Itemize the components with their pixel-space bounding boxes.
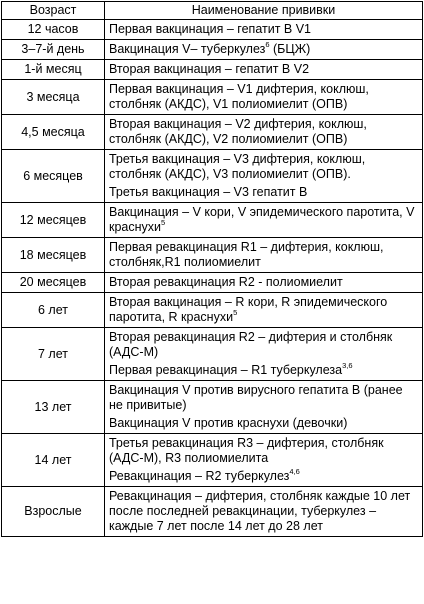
vaccination-text: Третья вакцинация – V3 дифтерия, коклюш, столбняк (АКДС), V3 полиомиелит (ОПВ). bbox=[109, 152, 366, 181]
vaccination-line bbox=[109, 416, 419, 431]
age-cell: 3 месяца bbox=[2, 80, 105, 115]
age-cell: 12 месяцев bbox=[2, 203, 105, 238]
vaccination-line bbox=[109, 275, 419, 290]
vaccination-line bbox=[109, 363, 419, 378]
footnote-marker: 3,6 bbox=[342, 361, 353, 370]
table-row bbox=[2, 115, 423, 150]
age-cell: 7 лет bbox=[2, 328, 105, 381]
vaccination-cell bbox=[105, 328, 423, 381]
vaccination-text: Вакцинация – V кори, V эпидемического паротита, V краснухи bbox=[109, 205, 415, 234]
table-row bbox=[2, 238, 423, 273]
age-cell: 20 месяцев bbox=[2, 273, 105, 293]
vaccination-text: Вторая вакцинация – гепатит В V2 bbox=[109, 62, 310, 76]
age-cell: 12 часов bbox=[2, 20, 105, 40]
vaccination-text: Вторая вакцинация – V2 дифтерия, коклюш, столбняк (АКДС), V2 полиомиелит (ОПВ) bbox=[109, 117, 367, 146]
vaccination-line bbox=[109, 62, 419, 77]
table-body bbox=[2, 20, 423, 537]
vaccination-text: Третья ревакцинация R3 – дифтерия, столбняк (АДС-М), R3 полиомиелита bbox=[109, 436, 384, 465]
vaccination-text: Ревакцинация – R2 туберкулез bbox=[109, 469, 290, 483]
vaccination-text: Вторая вакцинация – R кори, R эпидемического паротита, R краснухи bbox=[109, 295, 388, 324]
table-row bbox=[2, 80, 423, 115]
vaccination-text: Первая ревакцинация – R1 туберкулеза bbox=[109, 363, 343, 377]
vaccination-text: Вторая ревакцинация R2 - полиомиелит bbox=[109, 275, 343, 289]
vaccination-text: Вакцинация V– туберкулез bbox=[109, 42, 266, 56]
vaccination-schedule-table bbox=[1, 1, 423, 537]
vaccination-text: Первая вакцинация – гепатит В V1 bbox=[109, 22, 311, 36]
footnote-marker: 4,6 bbox=[289, 467, 300, 476]
table-row bbox=[2, 150, 423, 203]
vaccination-cell bbox=[105, 381, 423, 434]
age-cell: 18 месяцев bbox=[2, 238, 105, 273]
table-header-row bbox=[2, 2, 423, 20]
table-row bbox=[2, 487, 423, 537]
age-cell: 14 лет bbox=[2, 434, 105, 487]
vaccination-line bbox=[109, 240, 419, 270]
vaccination-text: Вторая ревакцинация R2 – дифтерия и столбняк (АДС-М) bbox=[109, 330, 393, 359]
vaccination-line bbox=[109, 117, 419, 147]
footnote-marker: 5 bbox=[233, 308, 238, 317]
table-row bbox=[2, 434, 423, 487]
vaccination-cell bbox=[105, 273, 423, 293]
age-cell: 4,5 месяца bbox=[2, 115, 105, 150]
vaccination-cell bbox=[105, 434, 423, 487]
vaccination-line bbox=[109, 152, 419, 182]
vaccination-line bbox=[109, 295, 419, 325]
vaccination-line bbox=[109, 489, 419, 534]
vaccination-text: Первая ревакцинация R1 – дифтерия, коклюш, столбняк,R1 полиомиелит bbox=[109, 240, 384, 269]
table-row bbox=[2, 273, 423, 293]
vaccination-cell bbox=[105, 80, 423, 115]
vaccination-line bbox=[109, 469, 419, 484]
vaccination-cell bbox=[105, 293, 423, 328]
vaccination-cell bbox=[105, 150, 423, 203]
vaccination-text: Вакцинация V против вирусного гепатита В (ранее не привитые) bbox=[109, 383, 403, 412]
vaccination-text: Первая вакцинация – V1 дифтерия, коклюш, столбняк (АКДС), V1 полиомиелит (ОПВ) bbox=[109, 82, 369, 111]
vaccination-text: Вакцинация V против краснухи (девочки) bbox=[109, 416, 348, 430]
vaccination-line bbox=[109, 436, 419, 466]
vaccination-cell bbox=[105, 40, 423, 60]
table-row bbox=[2, 60, 423, 80]
vaccination-column-header: Наименование прививки bbox=[105, 2, 423, 20]
age-cell: 6 лет bbox=[2, 293, 105, 328]
vaccination-text: Ревакцинация – дифтерия, столбняк каждые 10 лет после последней ревакцинации, туберкулез – каждые 7 лет после 14 лет до 28 лет bbox=[109, 489, 411, 533]
footnote-marker: 6 bbox=[265, 40, 270, 49]
vaccination-line bbox=[109, 330, 419, 360]
table-row bbox=[2, 20, 423, 40]
vaccination-line bbox=[109, 42, 419, 57]
age-cell: Взрослые bbox=[2, 487, 105, 537]
vaccination-cell bbox=[105, 20, 423, 40]
table-row bbox=[2, 293, 423, 328]
vaccination-line bbox=[109, 205, 419, 235]
vaccination-line bbox=[109, 185, 419, 200]
table-row bbox=[2, 40, 423, 60]
age-cell: 1-й месяц bbox=[2, 60, 105, 80]
vaccination-text-suffix: (БЦЖ) bbox=[269, 42, 311, 56]
vaccination-cell bbox=[105, 203, 423, 238]
vaccination-cell bbox=[105, 60, 423, 80]
vaccination-cell bbox=[105, 238, 423, 273]
table-row bbox=[2, 328, 423, 381]
table-row bbox=[2, 381, 423, 434]
vaccination-cell bbox=[105, 487, 423, 537]
vaccination-line bbox=[109, 383, 419, 413]
table-row bbox=[2, 203, 423, 238]
age-cell: 6 месяцев bbox=[2, 150, 105, 203]
vaccination-line bbox=[109, 22, 419, 37]
footnote-marker: 5 bbox=[161, 218, 166, 227]
age-column-header: Возраст bbox=[2, 2, 105, 20]
age-cell: 3–7-й день bbox=[2, 40, 105, 60]
vaccination-cell bbox=[105, 115, 423, 150]
vaccination-text: Третья вакцинация – V3 гепатит В bbox=[109, 185, 308, 199]
vaccination-line bbox=[109, 82, 419, 112]
age-cell: 13 лет bbox=[2, 381, 105, 434]
